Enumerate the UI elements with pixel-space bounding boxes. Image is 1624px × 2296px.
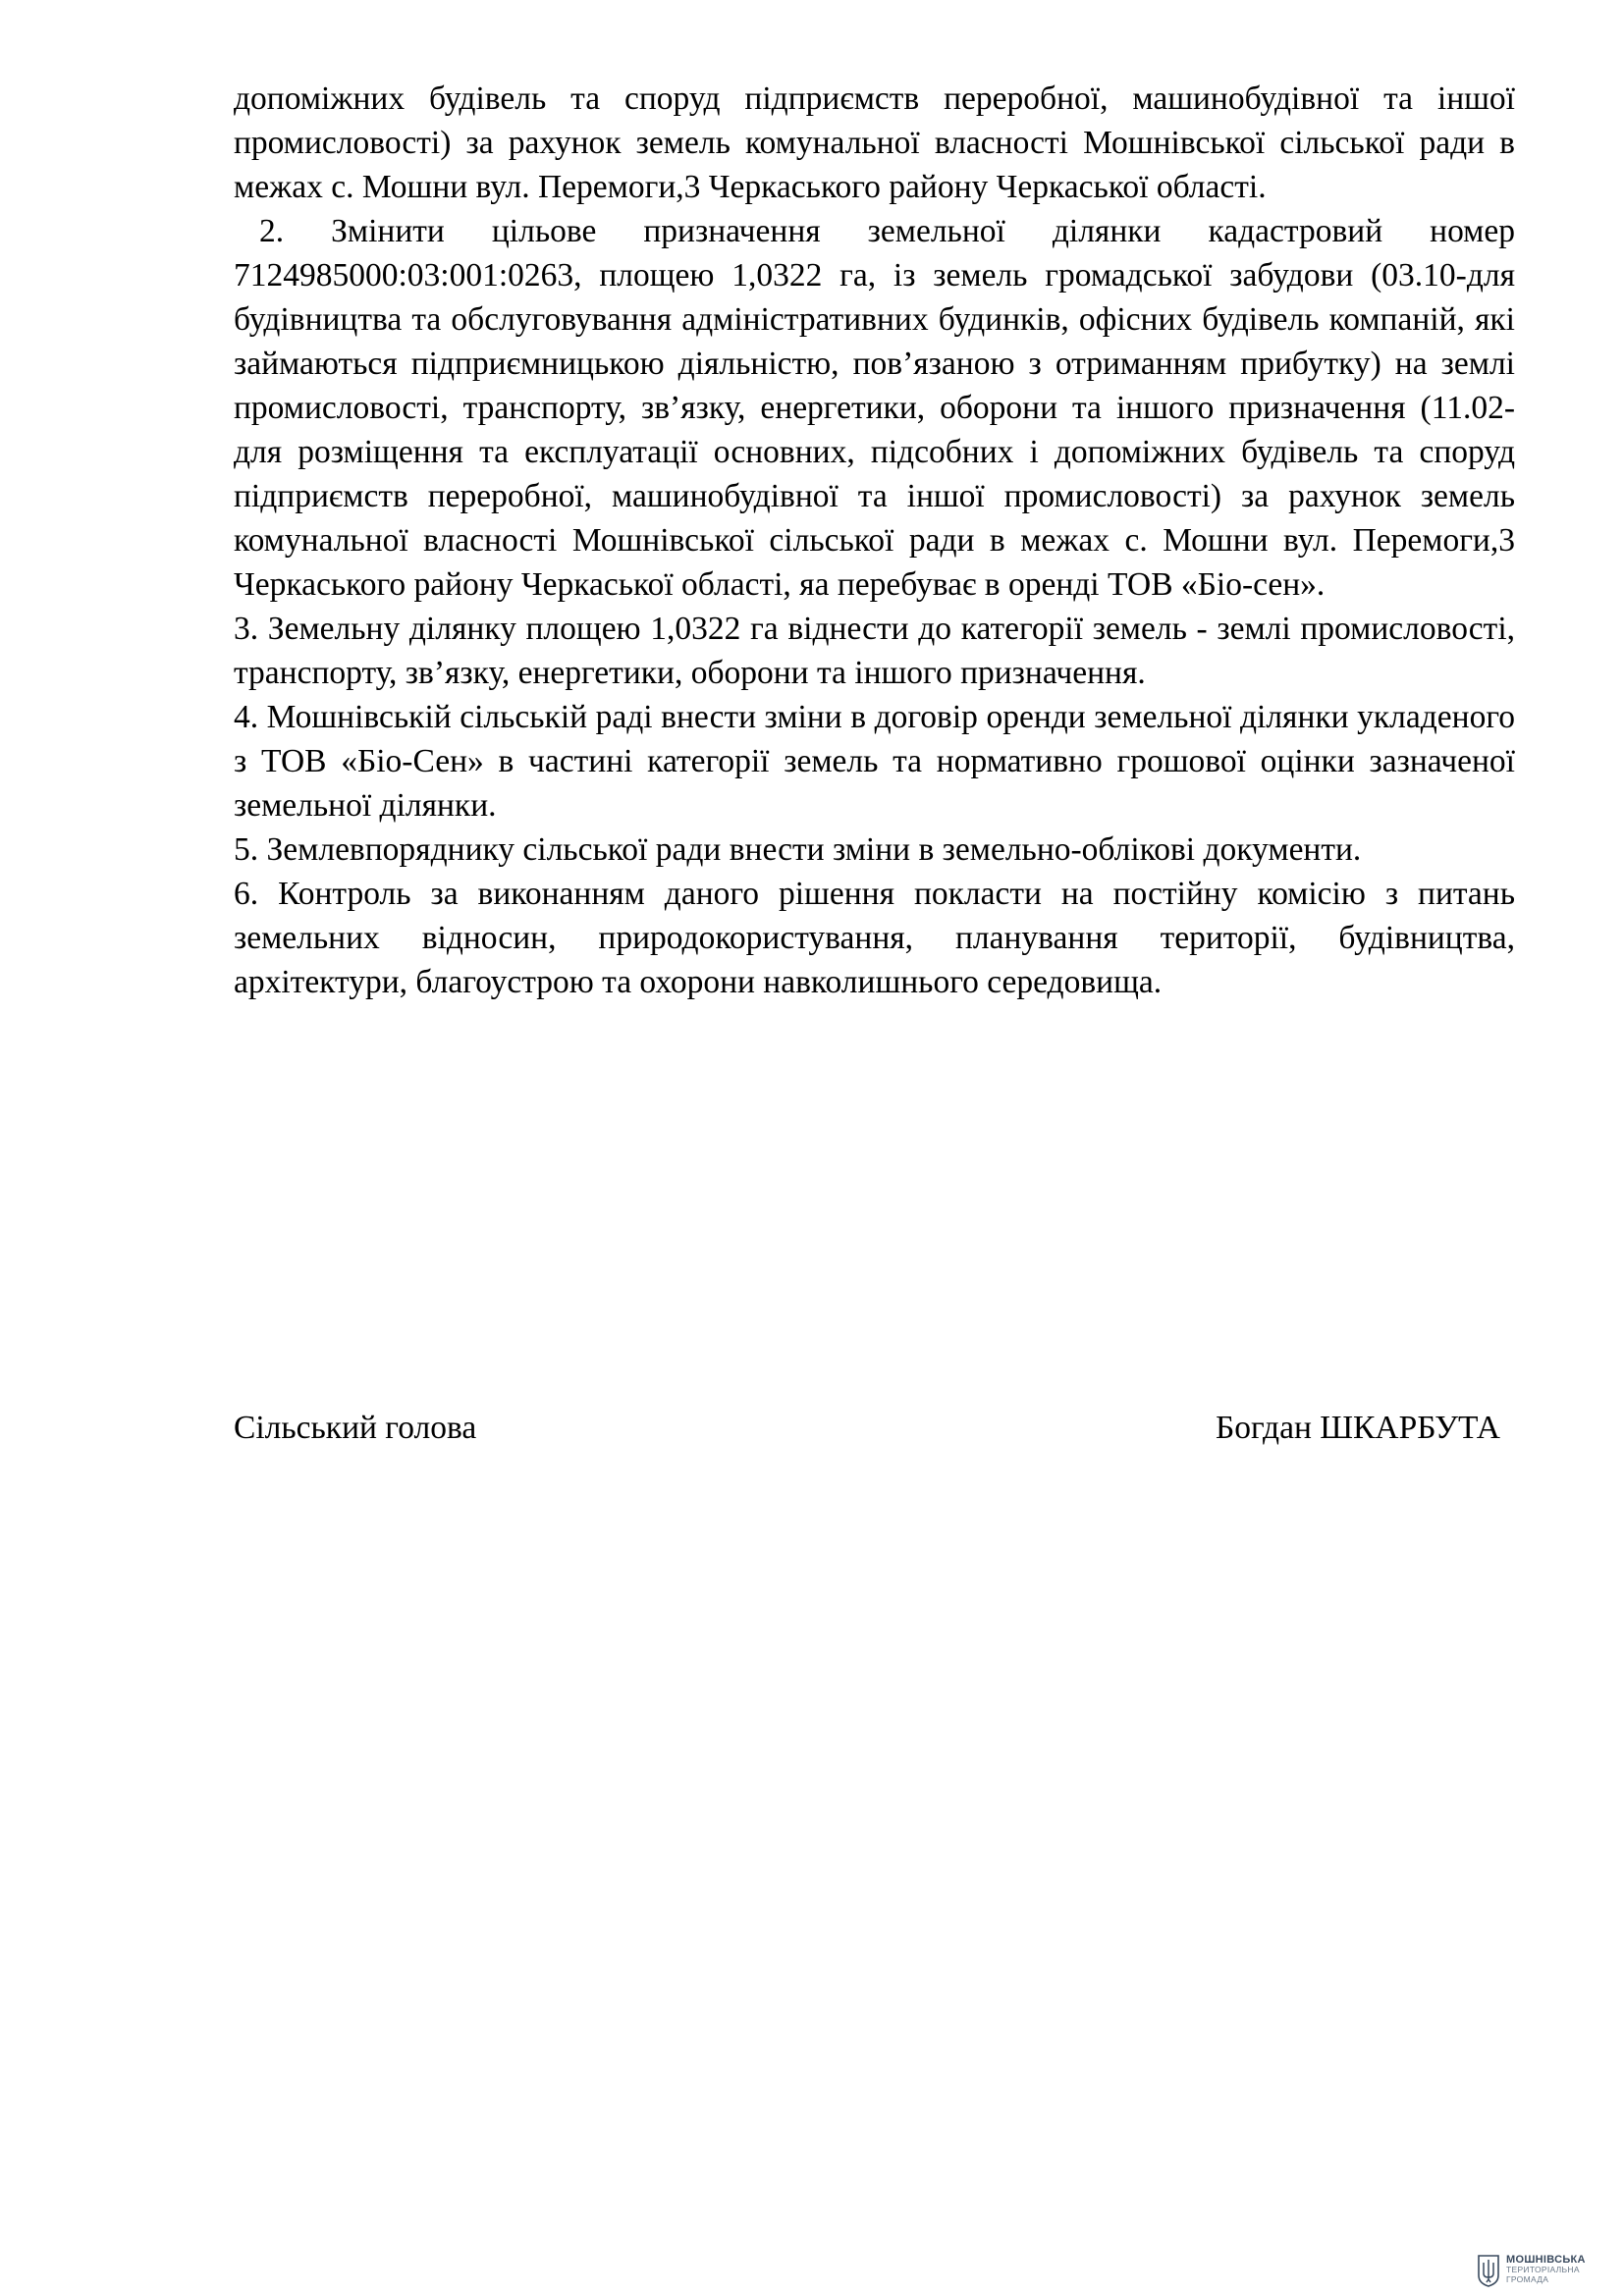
logo-line-2: ТЕРИТОРІАЛЬНА — [1506, 2265, 1580, 2274]
paragraph-item-6: 6. Контроль за виконанням даного рішення покласти на постійну комісію з питань земельних відносин, природокористування, планування території, будівництва, архітектури, благоустрою та охорони навколишнього середовища. — [234, 876, 1515, 1000]
signatory-title: Сільський голова — [234, 1410, 477, 1446]
signatory-name: Богдан ШКАРБУТА — [1215, 1410, 1500, 1446]
paragraph-item-5: 5. Землевпоряднику сільської ради внести зміни в земельно-облікові документи. — [234, 831, 1362, 868]
community-logo — [1477, 2254, 1614, 2287]
paragraph-item-4: 4. Мошнівській сільській раді внести зміни в договір оренди земельної ділянки укладеного з ТОВ «Біо-Сен» в частині категорії земель та нормативно грошової оцінки зазначеної земельної ділянки. — [234, 699, 1515, 824]
document-body — [234, 77, 1515, 1004]
logo-text — [1506, 2255, 1586, 2284]
paragraph-item-2: 2. Змінити цільове призначення земельної ділянки кадастровий номер 7124985000:03:001:0263, площею 1,0322 га, із земель громадської забудови (03.10-для будівництва та обслуговування адміністративних будинків, офісних будівель компаній, які займаються підприємницькою діяльністю, пов’язаною з отриманням прибутку) на землі промисловості, транспорту, зв’язку, енергетики, оборони та іншого призначення (11.02- для розміщення та експлуатації основних, підсобних і допоміжних будівель та споруд підприємств переробної, машинобудівної та іншої промисловості) за рахунок земель комунальної власності Мошнівської сільської ради в межах с. Мошни вул. Перемоги,3 Черкаського району Черкаської області, яа перебуває в оренді ТОВ «Біо-сен». — [234, 213, 1515, 603]
paragraph-item-3: 3. Земельну ділянку площею 1,0322 га віднести до категорії земель - землі промисловості, транспорту, зв’язку, енергетики, оборони та іншого призначення. — [234, 611, 1515, 691]
trident-emblem-icon — [1477, 2254, 1500, 2287]
signature-block — [234, 1406, 1500, 1450]
paragraph-continuation: допоміжних будівель та споруд підприємств переробної, машинобудівної та іншої промисловості) за рахунок земель комунальної власності Мошнівської сільської ради в межах с. Мошни вул. Перемоги,3 Черкаського району Черкаської області. — [234, 80, 1515, 205]
logo-line-1: МОШНІВСЬКА — [1506, 2254, 1586, 2266]
logo-line-3: ГРОМАДА — [1506, 2274, 1549, 2284]
